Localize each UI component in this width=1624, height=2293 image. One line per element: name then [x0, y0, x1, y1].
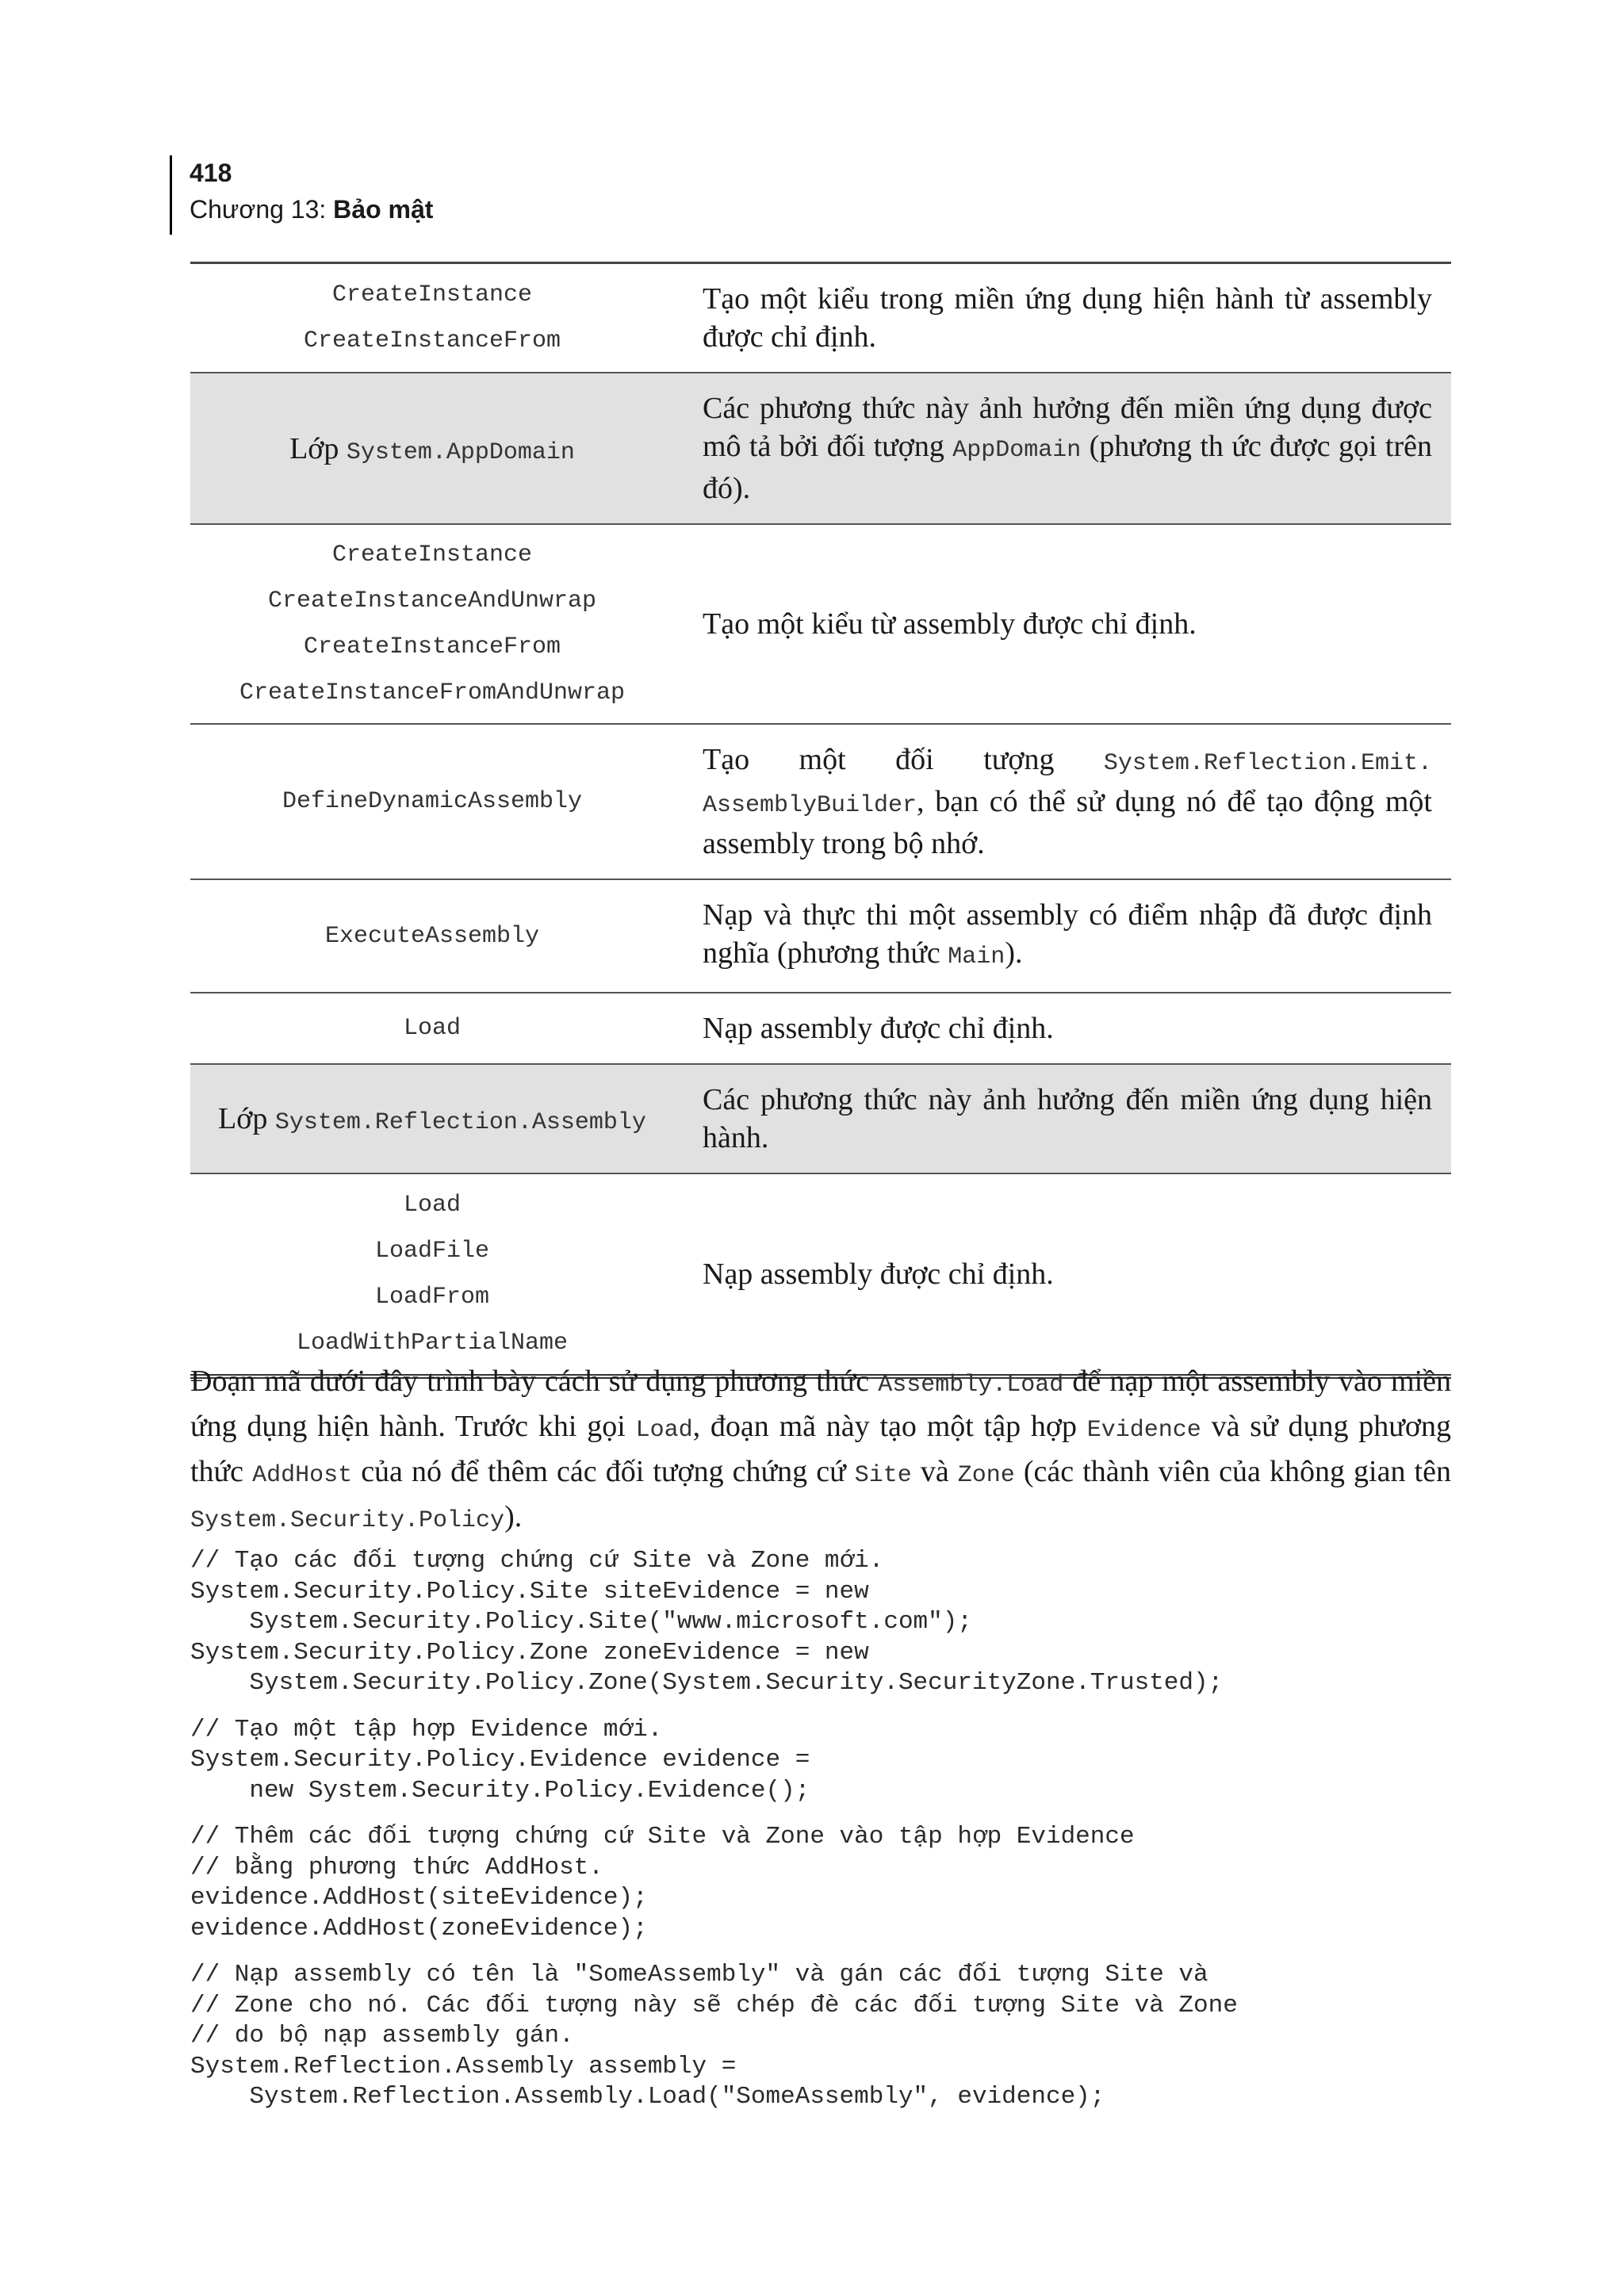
code-line: evidence.AddHost(siteEvidence);	[190, 1884, 648, 1912]
methods-table	[190, 262, 1451, 1379]
paragraph-text: (các thành viên của không gian tên	[1014, 1455, 1451, 1488]
table-row	[190, 263, 1451, 373]
member-name: LoadWithPartialName	[296, 1330, 569, 1357]
paragraph-text: và sử dụng phương thức	[190, 1410, 1451, 1488]
description-cell: Tạo một kiểu từ assembly được chỉ định.	[674, 524, 1451, 724]
paragraph-text: , đoạn mã này tạo một tập hợp	[692, 1410, 1087, 1443]
inline-code: Zone	[957, 1462, 1015, 1489]
description-cell: Nạp assembly được chỉ định.	[674, 993, 1451, 1064]
inline-code: Main	[948, 944, 1005, 970]
description-text: Các phương thức này ảnh hưởng đến miền ứng dụng được mô tả bởi đối tượng	[703, 392, 1432, 463]
inline-code: System.Security.Policy	[190, 1507, 505, 1534]
member-name: Load	[403, 1015, 461, 1042]
member-cell	[190, 524, 674, 724]
member-cell	[190, 724, 674, 879]
table-row	[190, 1173, 1451, 1376]
member-name: CreateInstanceFromAndUnwrap	[239, 679, 626, 706]
code-line: // do bộ nạp assembly gán.	[190, 2022, 574, 2050]
description-cell	[674, 724, 1451, 879]
code-block	[190, 1715, 1238, 1807]
member-name: CreateInstanceFrom	[303, 327, 561, 354]
code-block	[190, 1822, 1238, 1944]
code-line: System.Security.Policy.Site("www.microsoft.com");	[190, 1608, 972, 1636]
member-name: CreateInstanceAndUnwrap	[267, 588, 597, 614]
description-cell: Các phương thức này ảnh hưởng đến miền ứng dụng hiện hành.	[674, 1064, 1451, 1173]
code-line: System.Reflection.Assembly.Load("SomeAssembly", evidence);	[190, 2083, 1105, 2111]
code-line: new System.Security.Policy.Evidence();	[190, 1776, 810, 1805]
code-line: // Tạo các đối tượng chứng cứ Site và Zone mới.	[190, 1547, 884, 1575]
code-line: evidence.AddHost(zoneEvidence);	[190, 1914, 648, 1943]
member-name: LoadFile	[374, 1238, 490, 1265]
member-name: CreateInstanceFrom	[303, 634, 561, 660]
code-line: // Nạp assembly có tên là "SomeAssembly" và gán các đối tượng Site và	[190, 1961, 1208, 1989]
description-cell	[674, 879, 1451, 993]
chapter-title: Bảo mật	[333, 195, 434, 224]
table-row	[190, 993, 1451, 1064]
paragraph-text: Đoạn mã dưới đây trình bày cách sử dụng phương thức	[190, 1365, 879, 1398]
member-name: ExecuteAssembly	[324, 922, 540, 950]
code-line: // Tạo một tập hợp Evidence mới.	[190, 1715, 663, 1744]
page-number: 418	[190, 159, 232, 187]
inline-code: AppDomain	[952, 437, 1082, 464]
code-line: // Zone cho nó. Các đối tượng này sẽ chép đè các đối tượng Site và Zone	[190, 1991, 1238, 2019]
code-listing	[190, 1546, 1238, 2129]
class-label: Lớp	[289, 431, 347, 465]
code-line: System.Security.Policy.Evidence evidence =	[190, 1746, 810, 1774]
inline-code: Load	[635, 1417, 693, 1444]
code-line: // Thêm các đối tượng chứng cứ Site và Zone vào tập hợp Evidence	[190, 1823, 1135, 1851]
code-line: System.Security.Policy.Zone(System.Security.SecurityZone.Trusted);	[190, 1669, 1224, 1697]
member-cell	[190, 879, 674, 993]
description-cell: Tạo một kiểu trong miền ứng dụng hiện hành từ assembly được chỉ định.	[674, 263, 1451, 373]
paragraph-text: và	[911, 1455, 958, 1488]
member-name: Load	[403, 1192, 461, 1219]
body-paragraph	[190, 1361, 1451, 1541]
code-line: // bằng phương thức AddHost.	[190, 1853, 603, 1881]
inline-code: System.Reflection.Emit. AssemblyBuilder	[703, 750, 1432, 819]
description-text: (phương th ức được gọi trên đó).	[703, 430, 1432, 505]
table-row	[190, 879, 1451, 993]
description-text: ).	[1005, 936, 1023, 970]
inline-code: Evidence	[1086, 1417, 1201, 1444]
code-block	[190, 1960, 1238, 2113]
inline-code: AddHost	[252, 1462, 353, 1489]
description-cell	[674, 373, 1451, 524]
class-name: System.Reflection.Assembly	[274, 1109, 646, 1136]
class-name: System.AppDomain	[346, 438, 575, 466]
member-name: DefineDynamicAssembly	[282, 788, 583, 815]
page-header	[170, 155, 433, 235]
description-cell: Nạp assembly được chỉ định.	[674, 1173, 1451, 1376]
table-row	[190, 524, 1451, 724]
member-cell	[190, 263, 674, 373]
class-label: Lớp	[218, 1102, 275, 1135]
chapter-heading	[190, 190, 433, 228]
class-cell	[190, 373, 674, 524]
description-text: Nạp và thực thi một assembly có điểm nhập đã được định nghĩa (phương thức	[703, 898, 1432, 970]
code-line: System.Security.Policy.Zone zoneEvidence = new	[190, 1638, 869, 1667]
member-cell	[190, 993, 674, 1064]
inline-code: Site	[854, 1462, 912, 1489]
description-text: Tạo một đối tượng	[703, 743, 1104, 776]
table-row-class-header	[190, 373, 1451, 524]
member-name: CreateInstance	[331, 542, 533, 568]
class-cell	[190, 1064, 674, 1173]
paragraph-text: để nạp một assembly vào miền ứng dụng hiện hành. Trước khi gọi	[190, 1365, 1451, 1443]
code-line: System.Security.Policy.Site siteEvidence = new	[190, 1577, 869, 1606]
code-block	[190, 1546, 1238, 1699]
code-line: System.Reflection.Assembly assembly =	[190, 2052, 737, 2081]
chapter-prefix: Chương 13:	[190, 195, 334, 224]
member-name: LoadFrom	[374, 1284, 490, 1311]
table-row	[190, 724, 1451, 879]
table-row-class-header	[190, 1064, 1451, 1173]
description-text: , bạn có thể sử dụng nó để tạo động một assembly trong bộ nhớ.	[703, 785, 1432, 860]
paragraph-text: ).	[504, 1500, 523, 1533]
inline-code: Assembly.Load	[878, 1372, 1064, 1399]
member-name: CreateInstance	[331, 281, 533, 308]
paragraph-text: của nó để thêm các đối tượng chứng cứ	[352, 1455, 855, 1488]
member-cell	[190, 1173, 674, 1376]
